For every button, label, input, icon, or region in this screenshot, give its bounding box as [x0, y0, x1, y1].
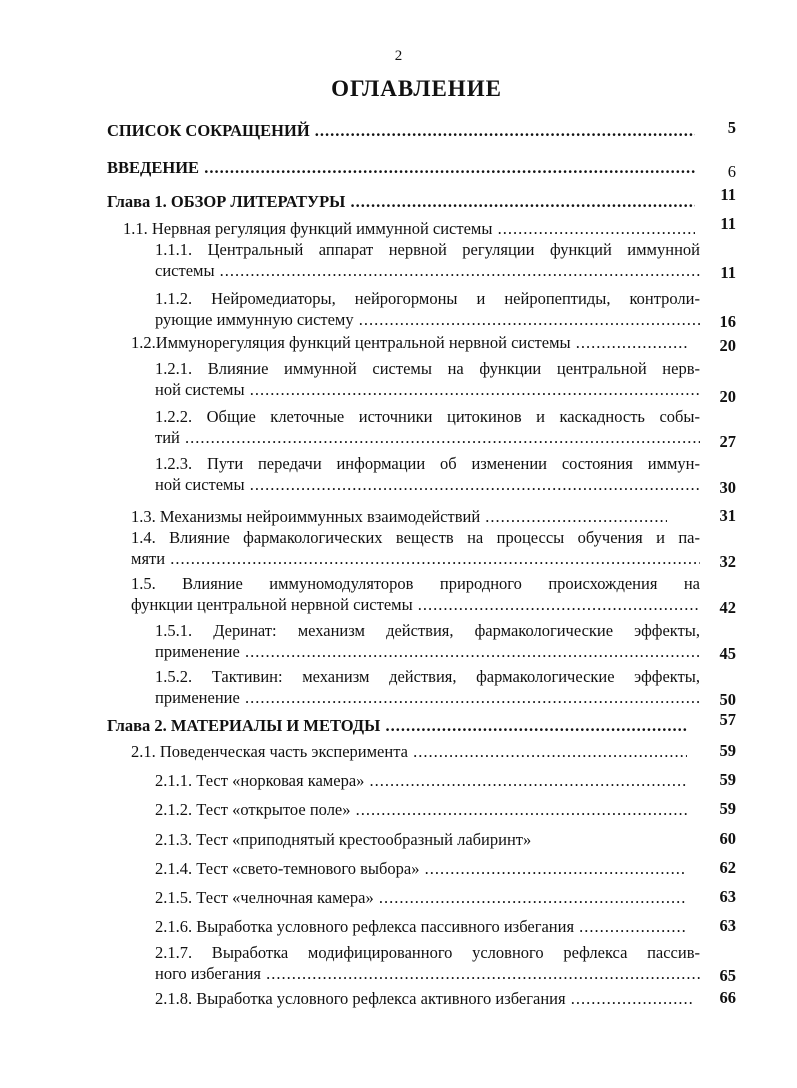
toc-entry-title-line2: ной системы .....	[155, 474, 700, 495]
toc-page-number: 59	[719, 741, 736, 760]
toc-entry-title: Глава 2. МАТЕРИАЛЫ И МЕТОДЫ .....	[107, 715, 687, 736]
toc-page-number: 65	[719, 966, 736, 985]
toc-entry-title-line1: 2.1.7. Выработка модифицированного условного рефлекса пассив-	[155, 943, 700, 962]
toc-page-number: 59	[719, 770, 736, 789]
toc-entry-2-1-2[interactable]	[155, 799, 687, 820]
toc-page-number: 11	[720, 263, 736, 282]
toc-entry-2-1-3[interactable]	[155, 829, 687, 850]
toc-entry-title-line2: ного избегания .....	[155, 963, 700, 984]
toc-entry-1-5[interactable]	[131, 573, 700, 615]
toc-page-number: 59	[719, 799, 736, 818]
toc-entry-1-5-2[interactable]	[155, 666, 700, 708]
toc-entry-title-line2: мяти .....	[131, 548, 700, 569]
toc-entry-title-line1: 1.4. Влияние фармакологических веществ на процессы обучения и па-	[131, 528, 700, 547]
toc-entry-2-1-5[interactable]	[155, 887, 687, 908]
toc-page-number: 11	[720, 214, 736, 233]
toc-entry-title: 2.1.3. Тест «приподнятый крестообразный лабиринт»	[155, 830, 532, 849]
toc-page-number: 16	[719, 312, 736, 331]
toc-page-number: 50	[719, 690, 736, 709]
toc-page-number: 63	[719, 887, 736, 906]
toc-page-number: 32	[719, 552, 736, 571]
toc-entry-title-line2: ной системы .....	[155, 379, 700, 400]
toc-entry-introduction[interactable]	[107, 157, 695, 178]
toc-entry-title: 1.2.Иммунорегуляция функций центральной нервной системы .....	[131, 332, 687, 353]
toc-entry-chapter-2[interactable]	[107, 715, 687, 736]
toc-entry-title: 2.1.8. Выработка условного рефлекса активного избегания .....	[155, 988, 692, 1009]
toc-entry-2-1-7[interactable]	[155, 942, 700, 984]
toc-entry-title: 2.1.2. Тест «открытое поле» .....	[155, 799, 687, 820]
toc-entry-title: 2.1.4. Тест «свето-темнового выбора» .....	[155, 858, 687, 879]
toc-entry-title-line1: 1.1.1. Центральный аппарат нервной регуляции функций иммунной	[155, 240, 700, 259]
toc-entry-2-1-6[interactable]	[155, 916, 687, 937]
toc-entry-chapter-1[interactable]	[107, 191, 695, 212]
toc-entry-1-1-1[interactable]	[155, 239, 700, 281]
toc-entry-title-line2: функции центральной нервной системы .....	[131, 594, 700, 615]
toc-entry-title: СПИСОК СОКРАЩЕНИЙ .....	[107, 120, 695, 141]
toc-entry-1-2-2[interactable]	[155, 406, 700, 448]
toc-entry-1-2-3[interactable]	[155, 453, 700, 495]
toc-entry-1-1[interactable]	[123, 218, 695, 239]
page-number: 2	[394, 48, 403, 64]
toc-entry-1-2[interactable]	[131, 332, 687, 353]
toc-entry-title: 1.1. Нервная регуляция функций иммунной системы .....	[123, 218, 695, 239]
toc-entry-title-line2: тий .....	[155, 427, 700, 448]
toc-entry-title-line2: рующие иммунную систему .....	[155, 309, 700, 330]
toc-entry-title: 2.1. Поведенческая часть эксперимента .....	[131, 741, 687, 762]
toc-entry-1-2-1[interactable]	[155, 358, 700, 400]
toc-page-number: 30	[719, 478, 736, 497]
toc-page-number: 20	[719, 336, 736, 355]
toc-page-number: 60	[719, 829, 736, 848]
toc-entry-1-3[interactable]	[131, 506, 667, 527]
toc-entry-1-5-1[interactable]	[155, 620, 700, 662]
toc-entry-title-line1: 1.1.2. Нейромедиаторы, нейрогормоны и нейропептиды, контроли-	[155, 289, 700, 308]
toc-entry-title-line2: применение .....	[155, 687, 700, 708]
toc-entry-title: ВВЕДЕНИЕ .....	[107, 157, 695, 178]
toc-page-number: 27	[719, 432, 736, 451]
toc-entry-title-line2: применение .....	[155, 641, 700, 662]
toc-entry-2-1-8[interactable]	[155, 988, 692, 1009]
toc-entry-title-line1: 1.5. Влияние иммуномодуляторов природного происхождения на	[131, 574, 700, 593]
toc-page-number: 45	[719, 644, 736, 663]
toc-entry-1-4[interactable]	[131, 527, 700, 569]
toc-entry-title: 1.3. Механизмы нейроиммунных взаимодействий .....	[131, 506, 667, 527]
toc-page-number: 11	[720, 185, 736, 204]
toc-entry-title-line1: 1.2.1. Влияние иммунной системы на функции центральной нерв-	[155, 359, 700, 378]
toc-entry-2-1-4[interactable]	[155, 858, 687, 879]
toc-entry-title-line1: 1.2.3. Пути передачи информации об изменении состояния иммун-	[155, 454, 700, 473]
toc-entry-title: 2.1.6. Выработка условного рефлекса пассивного избегания .....	[155, 916, 687, 937]
toc-page-number: 62	[719, 858, 736, 877]
toc-page-number: 5	[727, 118, 736, 137]
toc-page-number: 66	[719, 988, 736, 1007]
toc-page-number: 6	[727, 162, 736, 181]
toc-entry-1-1-2[interactable]	[155, 288, 700, 330]
toc-entry-title-line2: системы .....	[155, 260, 700, 281]
page-title: ОГЛАВЛЕНИЕ	[331, 76, 502, 101]
toc-entry-title: 2.1.1. Тест «норковая камера» .....	[155, 770, 687, 791]
toc-entry-title: 2.1.5. Тест «челночная камера» .....	[155, 887, 687, 908]
toc-page-number: 57	[719, 710, 736, 729]
toc-page-number: 20	[719, 387, 736, 406]
toc-entry-title-line1: 1.5.1. Деринат: механизм действия, фармакологические эффекты,	[155, 621, 700, 640]
toc-entry-2-1[interactable]	[131, 741, 687, 762]
toc-page-number: 63	[719, 916, 736, 935]
toc-entry-title: Глава 1. ОБЗОР ЛИТЕРАТУРЫ .....	[107, 191, 695, 212]
toc-page-number: 31	[719, 506, 736, 525]
toc-page-number: 42	[719, 598, 736, 617]
toc-entry-title-line1: 1.5.2. Тактивин: механизм действия, фармакологические эффекты,	[155, 667, 700, 686]
toc-entry-title-line1: 1.2.2. Общие клеточные источники цитокинов и каскадность собы-	[155, 407, 700, 426]
toc-entry-abbreviations[interactable]	[107, 120, 695, 141]
toc-entry-2-1-1[interactable]	[155, 770, 687, 791]
